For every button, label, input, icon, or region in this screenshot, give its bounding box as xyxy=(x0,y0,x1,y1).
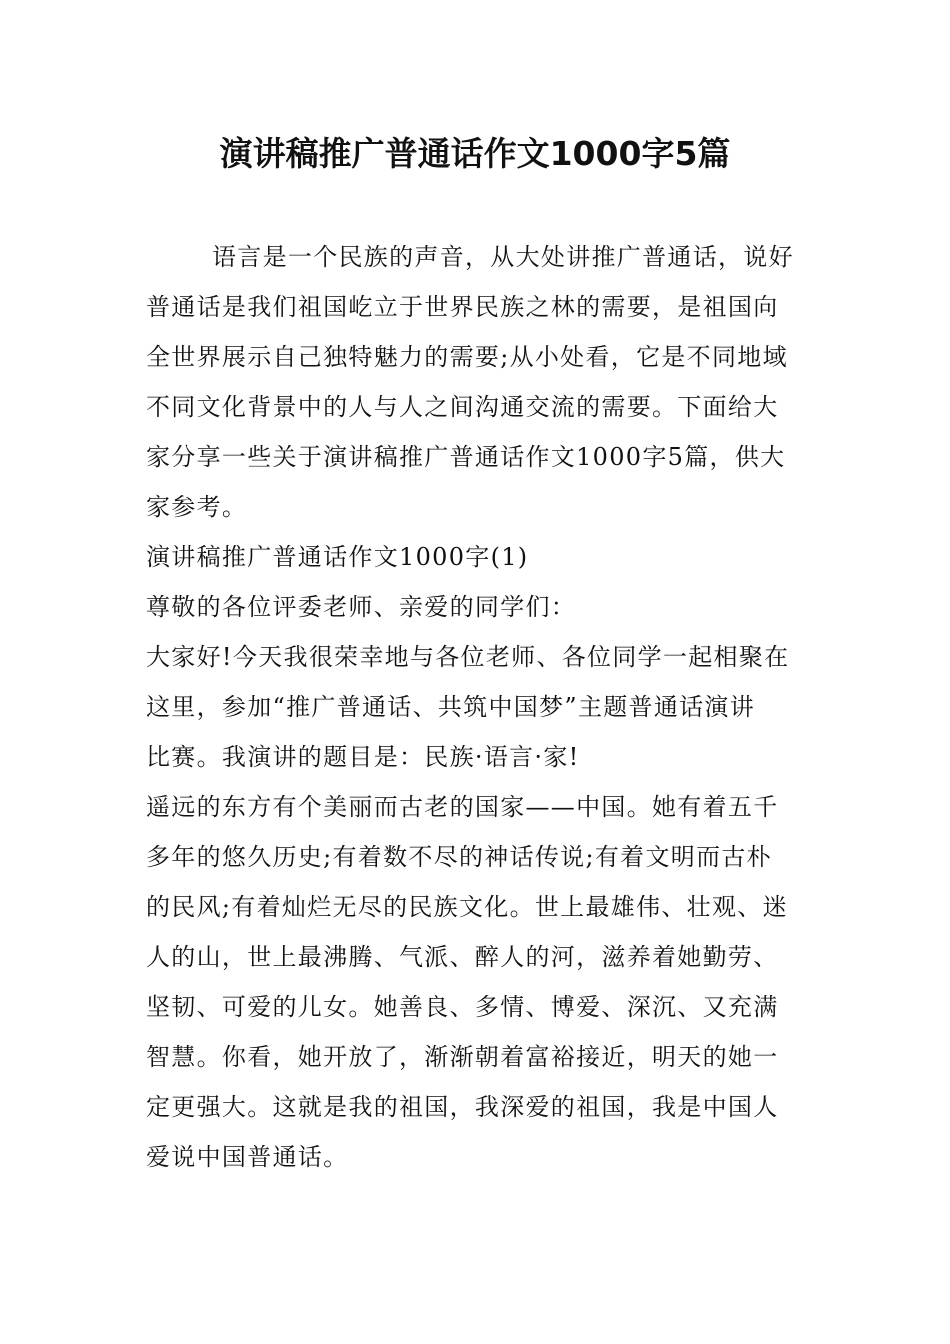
body-paragraph-line-5: 坚韧、可爱的儿女。她善良、多情、博爱、深沉、又充满 xyxy=(146,993,779,1021)
section-heading: 演讲稿推广普通话作文1000字(1) xyxy=(146,543,529,571)
intro-paragraph-line-6: 家参考。 xyxy=(146,493,248,521)
body-paragraph-line-7: 定更强大。这就是我的祖国，我深爱的祖国，我是中国人 xyxy=(146,1093,779,1121)
greeting-paragraph-line-2: 这里，参加“推广普通话、共筑中国梦”主题普通话演讲 xyxy=(146,693,756,721)
intro-paragraph-line-2: 普通话是我们祖国屹立于世界民族之林的需要，是祖国向 xyxy=(146,293,779,321)
salutation-line: 尊敬的各位评委老师、亲爱的同学们： xyxy=(146,593,577,621)
document-body xyxy=(146,236,806,1186)
body-paragraph-line-4: 人的山，世上最沸腾、气派、醉人的河，滋养着她勤劳、 xyxy=(146,943,779,971)
intro-paragraph-line-4: 不同文化背景中的人与人之间沟通交流的需要。下面给大 xyxy=(146,393,779,421)
body-paragraph-line-3: 的民风;有着灿烂无尽的民族文化。世上最雄伟、壮观、迷 xyxy=(146,893,788,921)
body-paragraph-line-2: 多年的悠久历史;有着数不尽的神话传说;有着文明而古朴 xyxy=(146,843,772,871)
body-paragraph-line-1: 遥远的东方有个美丽而古老的国家——中国。她有着五千 xyxy=(146,793,779,821)
intro-paragraph-line-1: 语言是一个民族的声音，从大处讲推广普通话，说好 xyxy=(212,243,794,271)
greeting-paragraph-line-3: 比赛。我演讲的题目是：民族·语言·家! xyxy=(146,743,580,771)
greeting-paragraph-line-1: 大家好!今天我很荣幸地与各位老师、各位同学一起相聚在 xyxy=(146,643,790,671)
intro-paragraph-line-3: 全世界展示自己独特魅力的需要;从小处看，它是不同地域 xyxy=(146,343,788,371)
body-paragraph-line-6: 智慧。你看，她开放了，渐渐朝着富裕接近，明天的她一 xyxy=(146,1043,779,1071)
intro-paragraph-line-5: 家分享一些关于演讲稿推广普通话作文1000字5篇，供大 xyxy=(146,443,786,471)
body-paragraph-line-8: 爱说中国普通话。 xyxy=(146,1143,349,1171)
document-title: 演讲稿推广普通话作文1000字5篇 xyxy=(219,134,731,173)
